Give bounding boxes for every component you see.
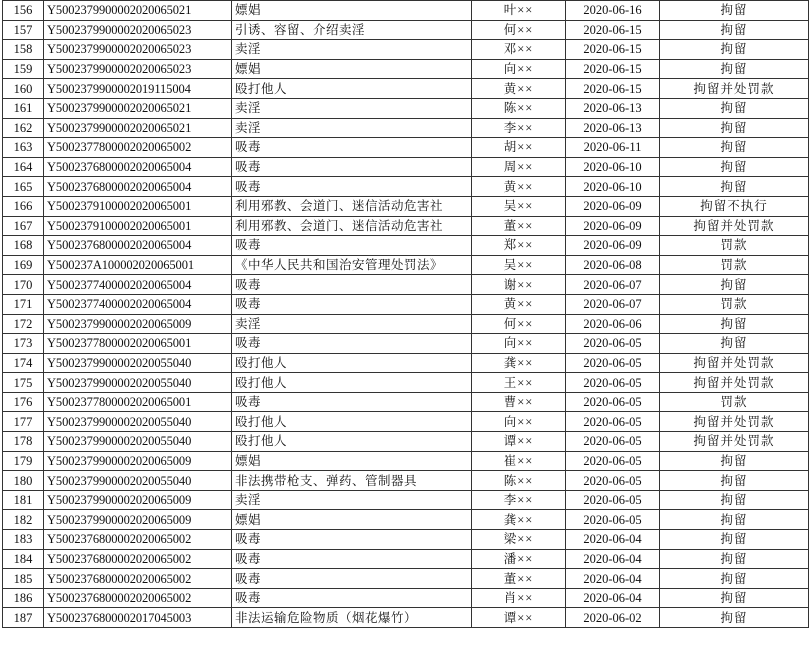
- person-name-cell: 黄××: [472, 79, 566, 99]
- person-name-cell: 谢××: [472, 275, 566, 295]
- person-name-cell: 董××: [472, 569, 566, 589]
- row-number-cell: 178: [3, 432, 44, 452]
- row-number-cell: 173: [3, 334, 44, 354]
- penalty-result-cell: 拘留: [660, 530, 809, 550]
- penalty-result-cell: 拘留不执行: [660, 196, 809, 216]
- row-number-cell: 170: [3, 275, 44, 295]
- date-cell: 2020-06-04: [566, 549, 660, 569]
- case-id-cell: Y5002379900002020065021: [44, 98, 232, 118]
- penalty-result-cell: 罚款: [660, 294, 809, 314]
- date-cell: 2020-06-15: [566, 79, 660, 99]
- row-number-cell: 169: [3, 255, 44, 275]
- case-id-cell: Y5002376800002020065004: [44, 157, 232, 177]
- case-id-cell: Y5002376800002020065002: [44, 569, 232, 589]
- person-name-cell: 曹××: [472, 392, 566, 412]
- date-cell: 2020-06-05: [566, 373, 660, 393]
- date-cell: 2020-06-08: [566, 255, 660, 275]
- table-row: [3, 157, 809, 177]
- date-cell: 2020-06-04: [566, 569, 660, 589]
- case-type-cell: 吸毒: [232, 392, 472, 412]
- person-name-cell: 龚××: [472, 510, 566, 530]
- table-row: [3, 98, 809, 118]
- date-cell: 2020-06-13: [566, 118, 660, 138]
- row-number-cell: 166: [3, 196, 44, 216]
- date-cell: 2020-06-06: [566, 314, 660, 334]
- penalty-result-cell: 拘留: [660, 588, 809, 608]
- case-type-cell: 吸毒: [232, 588, 472, 608]
- case-id-cell: Y5002377400002020065004: [44, 294, 232, 314]
- date-cell: 2020-06-10: [566, 177, 660, 197]
- penalty-result-cell: 拘留并处罚款: [660, 216, 809, 236]
- penalty-result-cell: 拘留并处罚款: [660, 373, 809, 393]
- date-cell: 2020-06-04: [566, 530, 660, 550]
- row-number-cell: 177: [3, 412, 44, 432]
- table-row: [3, 588, 809, 608]
- date-cell: 2020-06-11: [566, 138, 660, 158]
- case-table: [2, 0, 809, 628]
- case-id-cell: Y5002379900002020065009: [44, 510, 232, 530]
- case-id-cell: Y5002379900002020055040: [44, 353, 232, 373]
- person-name-cell: 向××: [472, 59, 566, 79]
- date-cell: 2020-06-07: [566, 275, 660, 295]
- case-id-cell: Y5002379900002019115004: [44, 79, 232, 99]
- penalty-result-cell: 拘留: [660, 471, 809, 491]
- case-type-cell: 吸毒: [232, 236, 472, 256]
- case-id-cell: Y5002376800002020065002: [44, 588, 232, 608]
- person-name-cell: 邓××: [472, 40, 566, 60]
- case-id-cell: Y5002376800002017045003: [44, 608, 232, 628]
- date-cell: 2020-06-05: [566, 334, 660, 354]
- person-name-cell: 向××: [472, 334, 566, 354]
- case-id-cell: Y500237A100002020065001: [44, 255, 232, 275]
- row-number-cell: 181: [3, 490, 44, 510]
- person-name-cell: 胡××: [472, 138, 566, 158]
- date-cell: 2020-06-15: [566, 40, 660, 60]
- row-number-cell: 157: [3, 20, 44, 40]
- penalty-result-cell: 拘留: [660, 510, 809, 530]
- table-row: [3, 432, 809, 452]
- row-number-cell: 162: [3, 118, 44, 138]
- case-id-cell: Y5002379900002020065021: [44, 1, 232, 21]
- person-name-cell: 陈××: [472, 471, 566, 491]
- date-cell: 2020-06-15: [566, 59, 660, 79]
- penalty-result-cell: 拘留并处罚款: [660, 353, 809, 373]
- case-type-cell: 吸毒: [232, 275, 472, 295]
- penalty-result-cell: 拘留并处罚款: [660, 412, 809, 432]
- row-number-cell: 168: [3, 236, 44, 256]
- table-row: [3, 59, 809, 79]
- table-row: [3, 451, 809, 471]
- penalty-result-cell: 拘留: [660, 490, 809, 510]
- table-row: [3, 20, 809, 40]
- table-row: [3, 118, 809, 138]
- case-type-cell: 利用邪教、会道门、迷信活动危害社: [232, 196, 472, 216]
- row-number-cell: 172: [3, 314, 44, 334]
- case-id-cell: Y5002379900002020065023: [44, 59, 232, 79]
- person-name-cell: 吴××: [472, 196, 566, 216]
- case-type-cell: 卖淫: [232, 490, 472, 510]
- table-row: [3, 530, 809, 550]
- case-type-cell: 吸毒: [232, 177, 472, 197]
- case-id-cell: Y5002376800002020065004: [44, 236, 232, 256]
- person-name-cell: 何××: [472, 20, 566, 40]
- case-type-cell: 嫖娼: [232, 451, 472, 471]
- row-number-cell: 187: [3, 608, 44, 628]
- table-row: [3, 216, 809, 236]
- person-name-cell: 郑××: [472, 236, 566, 256]
- table-row: [3, 471, 809, 491]
- row-number-cell: 161: [3, 98, 44, 118]
- person-name-cell: 谭××: [472, 608, 566, 628]
- date-cell: 2020-06-09: [566, 216, 660, 236]
- case-id-cell: Y5002379100002020065001: [44, 216, 232, 236]
- table-row: [3, 177, 809, 197]
- case-type-cell: 殴打他人: [232, 79, 472, 99]
- penalty-result-cell: 拘留并处罚款: [660, 79, 809, 99]
- case-type-cell: 卖淫: [232, 98, 472, 118]
- row-number-cell: 171: [3, 294, 44, 314]
- case-id-cell: Y5002379900002020065023: [44, 40, 232, 60]
- case-id-cell: Y5002379900002020065009: [44, 451, 232, 471]
- table-row: [3, 40, 809, 60]
- case-type-cell: 殴打他人: [232, 412, 472, 432]
- penalty-result-cell: 拘留: [660, 451, 809, 471]
- case-id-cell: Y5002379900002020065009: [44, 490, 232, 510]
- person-name-cell: 龚××: [472, 353, 566, 373]
- table-row: [3, 412, 809, 432]
- case-type-cell: 利用邪教、会道门、迷信活动危害社: [232, 216, 472, 236]
- row-number-cell: 165: [3, 177, 44, 197]
- date-cell: 2020-06-02: [566, 608, 660, 628]
- table-row: [3, 510, 809, 530]
- date-cell: 2020-06-05: [566, 432, 660, 452]
- date-cell: 2020-06-15: [566, 20, 660, 40]
- person-name-cell: 吴××: [472, 255, 566, 275]
- case-type-cell: 吸毒: [232, 549, 472, 569]
- case-id-cell: Y5002379900002020055040: [44, 373, 232, 393]
- penalty-result-cell: 拘留: [660, 549, 809, 569]
- person-name-cell: 李××: [472, 490, 566, 510]
- row-number-cell: 159: [3, 59, 44, 79]
- penalty-result-cell: 拘留: [660, 608, 809, 628]
- date-cell: 2020-06-09: [566, 196, 660, 216]
- row-number-cell: 158: [3, 40, 44, 60]
- person-name-cell: 向××: [472, 412, 566, 432]
- table-row: [3, 334, 809, 354]
- penalty-result-cell: 拘留: [660, 59, 809, 79]
- row-number-cell: 164: [3, 157, 44, 177]
- case-table-container: [2, 0, 810, 628]
- case-type-cell: 吸毒: [232, 569, 472, 589]
- case-id-cell: Y5002377800002020065002: [44, 138, 232, 158]
- date-cell: 2020-06-05: [566, 510, 660, 530]
- case-type-cell: 卖淫: [232, 118, 472, 138]
- case-type-cell: 嫖娼: [232, 510, 472, 530]
- table-row: [3, 490, 809, 510]
- case-id-cell: Y5002377800002020065001: [44, 392, 232, 412]
- case-type-cell: 非法携带枪支、弹药、管制器具: [232, 471, 472, 491]
- person-name-cell: 陈××: [472, 98, 566, 118]
- date-cell: 2020-06-07: [566, 294, 660, 314]
- person-name-cell: 周××: [472, 157, 566, 177]
- row-number-cell: 186: [3, 588, 44, 608]
- case-type-cell: 殴打他人: [232, 353, 472, 373]
- person-name-cell: 崔××: [472, 451, 566, 471]
- penalty-result-cell: 拘留: [660, 334, 809, 354]
- date-cell: 2020-06-05: [566, 451, 660, 471]
- case-type-cell: 殴打他人: [232, 373, 472, 393]
- case-type-cell: 卖淫: [232, 40, 472, 60]
- date-cell: 2020-06-04: [566, 588, 660, 608]
- penalty-result-cell: 拘留: [660, 569, 809, 589]
- row-number-cell: 183: [3, 530, 44, 550]
- date-cell: 2020-06-05: [566, 471, 660, 491]
- date-cell: 2020-06-05: [566, 392, 660, 412]
- penalty-result-cell: 拘留: [660, 138, 809, 158]
- date-cell: 2020-06-16: [566, 1, 660, 21]
- case-type-cell: 吸毒: [232, 157, 472, 177]
- case-type-cell: 引诱、容留、介绍卖淫: [232, 20, 472, 40]
- row-number-cell: 176: [3, 392, 44, 412]
- case-id-cell: Y5002377400002020065004: [44, 275, 232, 295]
- table-row: [3, 314, 809, 334]
- person-name-cell: 梁××: [472, 530, 566, 550]
- person-name-cell: 黄××: [472, 177, 566, 197]
- penalty-result-cell: 拘留: [660, 98, 809, 118]
- row-number-cell: 179: [3, 451, 44, 471]
- case-type-cell: 殴打他人: [232, 432, 472, 452]
- person-name-cell: 肖××: [472, 588, 566, 608]
- case-id-cell: Y5002379900002020065009: [44, 314, 232, 334]
- table-row: [3, 353, 809, 373]
- table-row: [3, 608, 809, 628]
- case-table-body: [3, 1, 809, 628]
- row-number-cell: 160: [3, 79, 44, 99]
- penalty-result-cell: 罚款: [660, 236, 809, 256]
- case-id-cell: Y5002376800002020065002: [44, 549, 232, 569]
- table-row: [3, 196, 809, 216]
- case-type-cell: 吸毒: [232, 294, 472, 314]
- person-name-cell: 潘××: [472, 549, 566, 569]
- case-type-cell: 嫖娼: [232, 59, 472, 79]
- row-number-cell: 163: [3, 138, 44, 158]
- case-id-cell: Y5002379900002020065023: [44, 20, 232, 40]
- case-id-cell: Y5002376800002020065002: [44, 530, 232, 550]
- table-row: [3, 392, 809, 412]
- row-number-cell: 167: [3, 216, 44, 236]
- date-cell: 2020-06-10: [566, 157, 660, 177]
- case-type-cell: 《中华人民共和国治安管理处罚法》: [232, 255, 472, 275]
- date-cell: 2020-06-05: [566, 490, 660, 510]
- penalty-result-cell: 拘留: [660, 1, 809, 21]
- penalty-result-cell: 罚款: [660, 255, 809, 275]
- case-type-cell: 卖淫: [232, 314, 472, 334]
- date-cell: 2020-06-09: [566, 236, 660, 256]
- person-name-cell: 叶××: [472, 1, 566, 21]
- case-id-cell: Y5002377800002020065001: [44, 334, 232, 354]
- person-name-cell: 谭××: [472, 432, 566, 452]
- row-number-cell: 156: [3, 1, 44, 21]
- penalty-result-cell: 拘留: [660, 275, 809, 295]
- table-row: [3, 569, 809, 589]
- case-id-cell: Y5002379100002020065001: [44, 196, 232, 216]
- table-row: [3, 1, 809, 21]
- penalty-result-cell: 拘留并处罚款: [660, 432, 809, 452]
- penalty-result-cell: 拘留: [660, 118, 809, 138]
- table-row: [3, 549, 809, 569]
- person-name-cell: 王××: [472, 373, 566, 393]
- case-id-cell: Y5002376800002020065004: [44, 177, 232, 197]
- date-cell: 2020-06-05: [566, 353, 660, 373]
- table-row: [3, 236, 809, 256]
- case-type-cell: 吸毒: [232, 530, 472, 550]
- person-name-cell: 何××: [472, 314, 566, 334]
- row-number-cell: 185: [3, 569, 44, 589]
- table-row: [3, 138, 809, 158]
- date-cell: 2020-06-13: [566, 98, 660, 118]
- row-number-cell: 174: [3, 353, 44, 373]
- penalty-result-cell: 拘留: [660, 20, 809, 40]
- table-row: [3, 275, 809, 295]
- row-number-cell: 175: [3, 373, 44, 393]
- case-id-cell: Y5002379900002020055040: [44, 471, 232, 491]
- row-number-cell: 184: [3, 549, 44, 569]
- case-id-cell: Y5002379900002020065021: [44, 118, 232, 138]
- table-row: [3, 255, 809, 275]
- penalty-result-cell: 罚款: [660, 392, 809, 412]
- penalty-result-cell: 拘留: [660, 314, 809, 334]
- case-type-cell: 吸毒: [232, 138, 472, 158]
- case-id-cell: Y5002379900002020055040: [44, 432, 232, 452]
- penalty-result-cell: 拘留: [660, 157, 809, 177]
- table-row: [3, 79, 809, 99]
- table-row: [3, 373, 809, 393]
- penalty-result-cell: 拘留: [660, 40, 809, 60]
- penalty-result-cell: 拘留: [660, 177, 809, 197]
- row-number-cell: 182: [3, 510, 44, 530]
- person-name-cell: 黄××: [472, 294, 566, 314]
- person-name-cell: 董××: [472, 216, 566, 236]
- case-type-cell: 嫖娼: [232, 1, 472, 21]
- case-type-cell: 非法运输危险物质（烟花爆竹）: [232, 608, 472, 628]
- row-number-cell: 180: [3, 471, 44, 491]
- case-id-cell: Y5002379900002020055040: [44, 412, 232, 432]
- person-name-cell: 李××: [472, 118, 566, 138]
- table-row: [3, 294, 809, 314]
- case-type-cell: 吸毒: [232, 334, 472, 354]
- date-cell: 2020-06-05: [566, 412, 660, 432]
